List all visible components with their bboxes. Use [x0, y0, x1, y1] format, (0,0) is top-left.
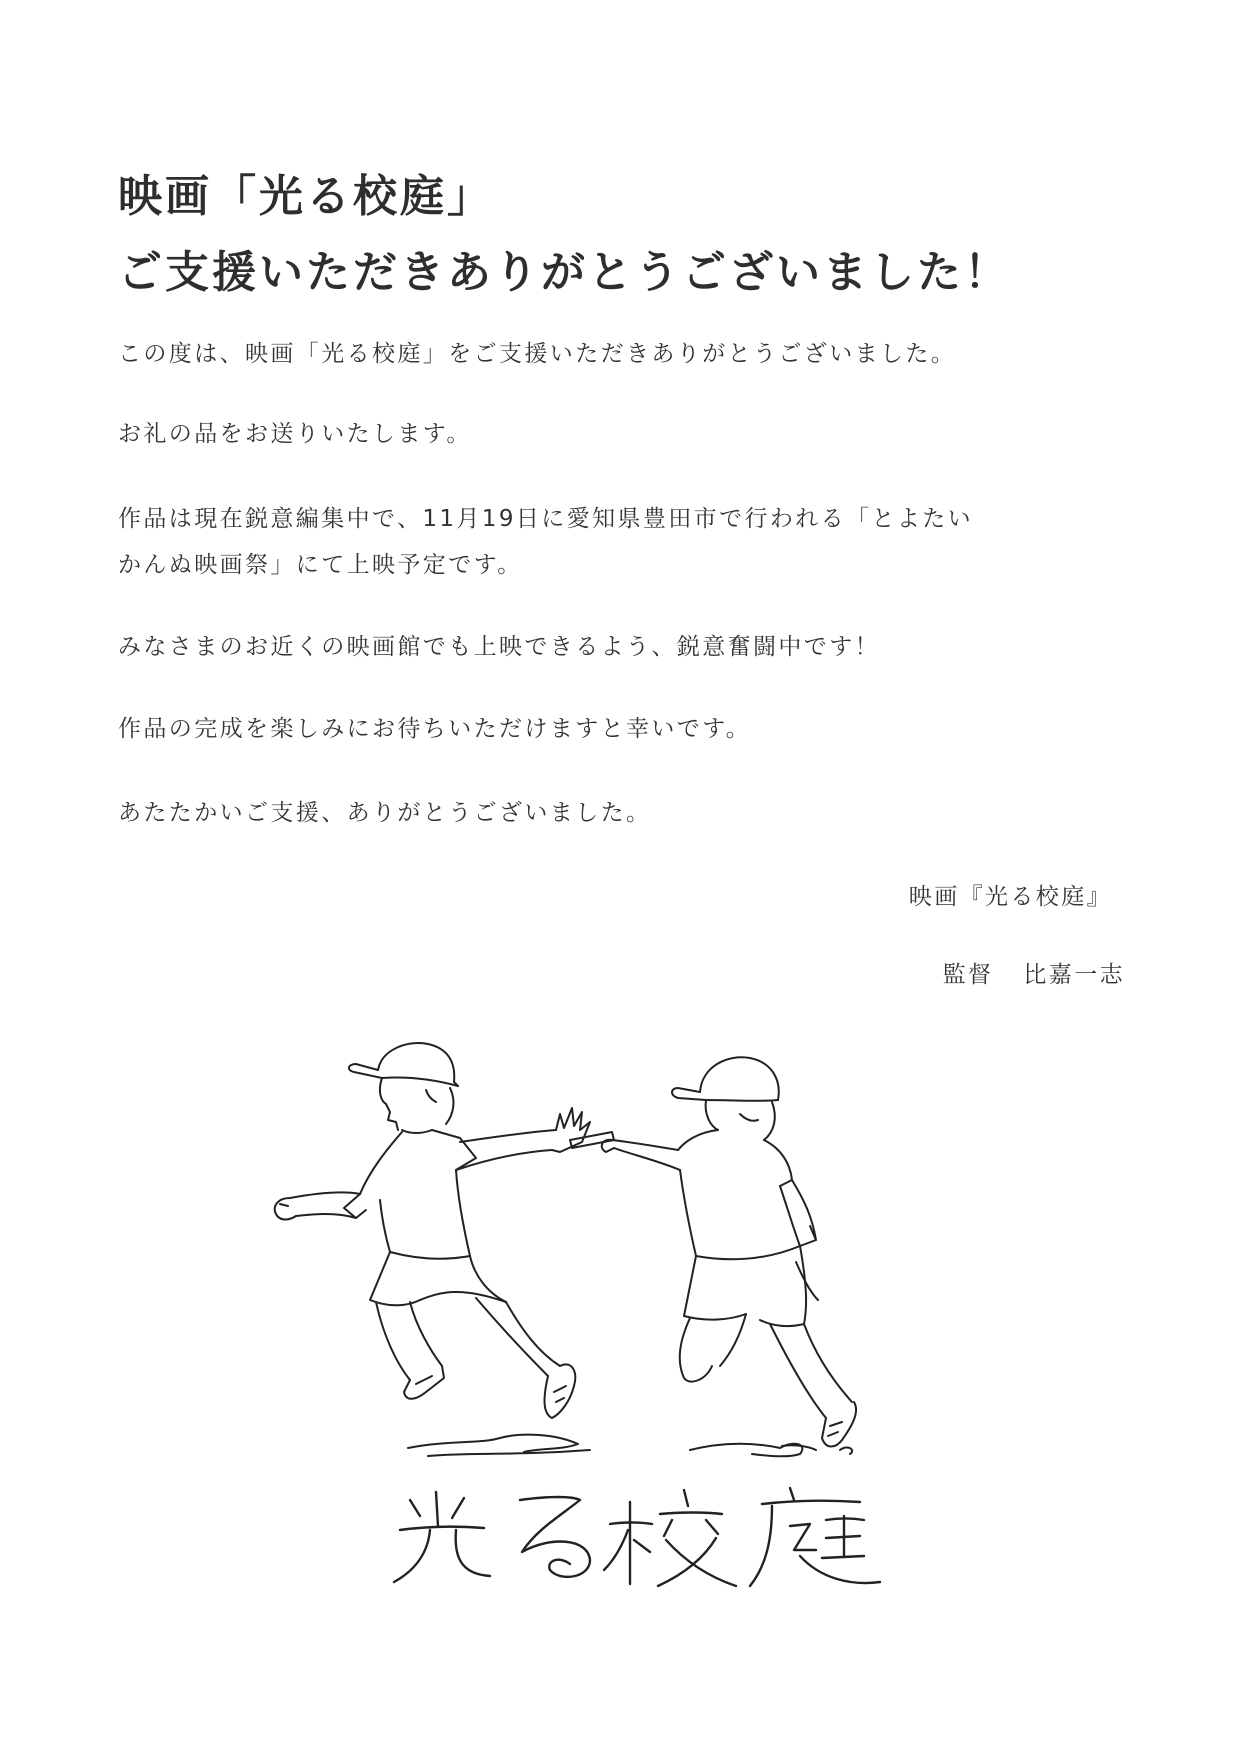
signature-role: 監督 — [942, 962, 994, 988]
paragraph-closing: あたたかいご支援、ありがとうございました。 — [118, 800, 652, 826]
paragraph-screening-line-2: かんぬ映画祭」にて上映予定です。 — [118, 552, 523, 578]
title-line-1: 映画「光る校庭」 — [118, 171, 494, 222]
paragraph-completion: 作品の完成を楽しみにお待ちいただけますと幸いです。 — [118, 716, 752, 742]
paragraph-screening-line-1: 作品は現在鋭意編集中で、11月19日に愛知県豊田市で行われる「とよたい — [118, 506, 974, 532]
paragraph-theaters: みなさまのお近くの映画館でも上映できるよう、鋭意奮闘中です！ — [118, 634, 880, 660]
signature-name: 比嘉一志 — [1023, 962, 1125, 988]
title-line-2: ご支援いただきありがとうございました！ — [118, 247, 1011, 298]
title-logo-icon — [394, 1488, 880, 1586]
ground-scribble — [408, 1435, 852, 1457]
paragraph-thanks: この度は、映画「光る校庭」をご支援いただきありがとうございました。 — [118, 341, 957, 367]
signature-film: 映画『光る校庭』 — [908, 884, 1112, 910]
relay-runners-sketch-icon — [260, 1030, 980, 1590]
paragraph-gift: お礼の品をお送りいたします。 — [118, 421, 472, 447]
paragraph-screening — [118, 496, 1138, 588]
left-runner-figure — [275, 1043, 590, 1418]
right-runner-figure — [602, 1057, 856, 1446]
signature-director — [943, 956, 1125, 989]
